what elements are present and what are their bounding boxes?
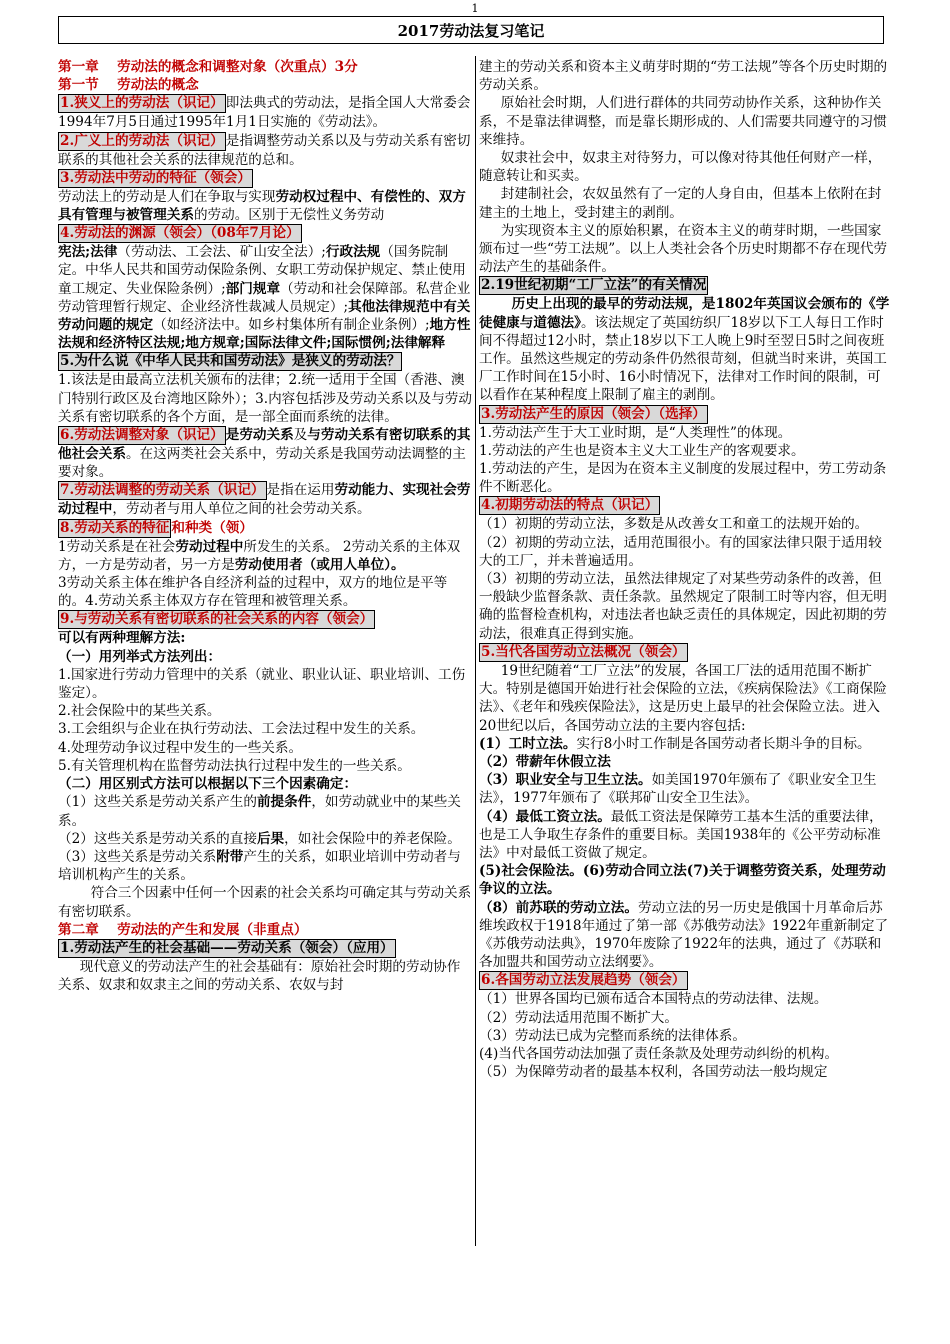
heading-labor-relation: 7.劳动法调整的劳动关系（识记） [60, 482, 265, 499]
column-divider [475, 56, 476, 1246]
related-conclusion: 符合三个因素中任何一个因素的社会关系均可确定其与劳动关系有密切联系。 [58, 885, 472, 920]
list-item: 2.社会保险中的某些关系。 [58, 703, 221, 720]
heading-broad-law: 2.广义上的劳动法（识记） [60, 132, 224, 149]
list-item: 4.处理劳动争议过程中发生的一些关系。 [58, 739, 303, 756]
list-item: (5)社会保险法。(6)劳动合同立法(7)关于调整劳资关系，处理劳动争议的立法。 [479, 863, 886, 898]
paragraph-primitive: 原始社会时期，人们进行群体的共同劳动协作关系，这种协作关系，不是靠法律调整，而是靠长期形成的、人们需要共同遵守的习惯来维持。 [479, 95, 887, 148]
paragraph-labor-features-body: 劳动法上的劳动是人们在争取与实现劳动权过程中、有偿性的、双方具有管理与被管理关系的劳动。区别于无偿性义务劳动 [58, 188, 466, 224]
list-item: (1）工时立法。实行8小时工作制是各国劳动者长期斗争的目标。 [479, 735, 871, 752]
list-item: （1）这些关系是劳动关系产生的前提条件，如劳动就业中的某些关系。 [58, 794, 461, 829]
list-item: 1.国家进行劳动力管理中的关系（就业、职业认证、职业培训、工伤鉴定）。 [58, 666, 466, 702]
heading-narrow-law: 1.狭义上的劳动法（识记） [60, 95, 224, 112]
heading-adjust-object: 6.劳动法调整对象（识记） [60, 427, 224, 444]
list-item: （4）最低工资立法。最低工资法是保障劳工基本生活的重要法律，也是工人争取生存条件的重要目标。美国1938年的《公平劳动标准法》中对最低工资做了规定。 [479, 808, 883, 861]
list-item: （1）世界各国均已颁布适合本国特点的劳动法律、法规。 [479, 991, 828, 1008]
list-item: （8）前苏联的劳动立法。劳动立法的另一历史是俄国十月革命后苏维埃政权于1918年通过了第一部《苏俄劳动法》1922年重新制定了《苏俄劳动法典》，1970年废除了1922年的法典，通过了《苏联和各加盟共和国劳动立法纲要》。 [479, 899, 889, 971]
heading-contemporary: 5.当代各国劳动立法概况（领会） [481, 643, 686, 660]
paragraph-slavery: 奴隶社会中，奴隶主对待努力，可以像对待其他任何财产一样，随意转让和买卖。 [479, 150, 882, 185]
paragraph-why-narrow: 1.该法是由最高立法机关颁布的法律；2.统一适用于全国（香港、澳门特别行政区及台湾地区除外）；3.内容包括涉及劳动关系以及与劳动关系有密切联系的各个方面，是一部全面而系统的法律。 [58, 372, 472, 425]
page-title: 2017劳动法复习笔记 [58, 16, 884, 44]
list-item: （5）为保障劳动者的最基本权利，各国劳动法一般均规定 [479, 1064, 828, 1081]
paragraph-labor-features [58, 169, 472, 188]
heading-why-narrow: 5.为什么说《中华人民共和国劳动法》是狭义的劳动法？ [60, 353, 401, 370]
list-item: 5.有关管理机构在监督劳动法执行过程中发生的一些关系。 [58, 757, 411, 774]
list-item: （3）职业安全与卫生立法。如美国1970年颁布了《职业安全卫生法》，1977年颁布了《联邦矿山安全卫生法》。 [479, 772, 877, 807]
paragraph-feudal: 封建制社会，农奴虽然有了一定的人身自由，但基本上依附在封建主的土地上，受封建主的剥削。 [479, 186, 882, 221]
paragraph-law-sources: 宪法;法律（劳动法、工会法、矿山安全法）;行政法规（国务院制定。中华人民共和国劳动保险条例、女职工劳动保护规定、禁止使用童工规定、失业保险条例）;部门规章（劳动和社会保障部。私营企业劳动管理暂行规定、企业经济性裁减人员规定）;其他法律规范中有关劳动问题的规定（如经济法中。如乡村集体所有制企业条例）;地方性法规和经济特区法规;地方规章;国际法律文件;国际惯例;法律解释 [58, 244, 471, 352]
list-item: 1.劳动法的产生，是因为在资本主义制度的发展过程中，劳工劳动条件不断恶化。 [479, 461, 887, 496]
heading-law-sources: 4.劳动法的渊源（领会）（08年7月论） [60, 225, 300, 242]
list-item: （2）初期的劳动立法，适用范围很小。有的国家法律只限于适用较大的工厂，并未普遍适用。 [479, 534, 882, 569]
paragraph-relation-features-2: 3劳动关系主体在维护各自经济利益的过程中，双方的地位是平等的。4.劳动关系主体双方存在管理和被管理关系。 [58, 575, 448, 610]
paragraph-labor-relation: 7.劳动法调整的劳动关系（识记） 是指在运用劳动能力、实现社会劳动过程中，劳动者与用人单位之间的社会劳动关系。 [58, 482, 471, 518]
list-item: （2）带薪年休假立法 [479, 753, 611, 770]
paragraph-broad-law: 2.广义上的劳动法（识记） 是指调整劳动关系以及与劳动关系有密切联系的其他社会关系的法律规范的总和。 [58, 132, 471, 168]
left-column: 第一章 劳动法的概念和调整对象（次重点）3分 第一节 劳动法的概念 1.狭义上的劳动法（识记） 即法典式的劳动法，是指全国人大常委会1994年7月5日通过1995年1月1日实施的《劳动法》。 2.广义上的劳动法（识记） 是指调整劳动关系以及与劳动关系有密切联系的其他社会关系的法律规范的总和。 3.劳动法中劳动的特征（领会） 劳动法上的劳动是人们在争取与实现劳动权过程中、有偿性的、双方具有管理与被管理关系的劳动。区别于无偿性义务劳动 4.劳动法的渊源（领会）（08年7月论） 宪法;法律（劳动法、工会法、矿山安全法）;行政法规（国务院制定。中华人民共和国劳动保险条例、女职工劳动保护规定、禁止使用童工规定、失业保险条例）;部门规章（劳动和社会保障部。私营企业劳动管理暂行规定、企业经济性裁减人员规定）;其他法律规范中有关劳动问题的规定（如经济法中。如乡村集体所有制企业条例）;地方性法规和经济特区法规;地方规章;国际法律文件;国际惯例;法律解释 5.为什么说《中华人民共和国劳动法》是狭义的劳动法？ 1.该法是由最高立法机关颁布的法律；2.统一适用于全国（香港、澳门特别行政区及台湾地区除外）；3.内容包括涉及劳动关系以及与劳动关系有密切联系的各个方面，是一部全面而系统的法律。 6.劳动法调整对象（识记） 是劳动关系及与劳动关系有密切联系的其他社会关系。在这两类社会关系中，劳动关系是我国劳动法调整的主要对象。 7.劳动法调整的劳动关系（识记） 是指在运用劳动能力、实现社会劳动过程中，劳动者与用人单位之间的社会劳动关系。 8.劳动关系的特征 和种类（领） 1劳动关系是在社会劳动过程中所发生的关系。 2劳动关系的主体双方，一方是劳动者，另一方是劳动使用者（或用人单位）。 3劳动关系主体在维护各自经济利益的过程中，双方的地位是平等的。4.劳动关系主体双方存在管理和被管理关系。 9.与劳动关系有密切联系的社会关系的内容（领会） 可以有两种理解方法: （一）用列举式方法列出： 1.国家进行劳动力管理中的关系（就业、职业认证、职业培训、工伤鉴定）。 2.社会保险中的某些关系。 3.工会组织与企业在执行劳动法、工会法过程中发生的关系。 4.处理劳动争议过程中发生的一些关系。 5.有关管理机构在监督劳动法执行过程中发生的一些关系。 （二）用区别式方法可以根据以下三个因素确定： （1）这些关系是劳动关系产生的前提条件，如劳动就业中的某些关系。 （2）这些关系是劳动关系的直接后果，如社会保险中的养老保险。 （3）这些关系是劳动关系附带产生的关系，如职业培训中劳动者与培训机构产生的关系。 符合三个因素中任何一个因素的社会关系均可确定其与劳动关系有密切联系。 第二章 劳动法的产生和发展（非重点） 1.劳动法产生的社会基础——劳动关系（领会）（应用） 现代意义的劳动法产生的社会基础有：原始社会时期的劳动协作关系、奴隶和奴隶主之间的劳动关系、农奴与封 [58, 59, 472, 994]
heading-early-features: 4.初期劳动法的特点（识记） [481, 497, 659, 514]
paragraph-continued: 建主的劳动关系和资本主义萌芽时期的“劳工法规”等各个历史时期的劳动关系。 [479, 59, 888, 94]
heading-labor-features: 3.劳动法中劳动的特征（领会） [60, 169, 251, 186]
heading-trends: 6.各国劳动立法发展趋势（领会） [481, 972, 686, 989]
method-1-heading: （一）用列举式方法列出： [58, 648, 222, 665]
list-item: （3）劳动法已成为完整而系统的法律体系。 [479, 1027, 746, 1044]
paragraph-contemporary: 19世纪随着“工厂立法”的发展，各国工厂法的适用范围不断扩大。特别是德国开始进行社会保险的立法，《疾病保险法》《工商保险法》、《老年和残疾保险法》，这是历史上最早的社会保险立法。进入20世纪以后，各国劳动立法的主要内容包括: [479, 662, 887, 734]
paragraph-social-basis: 现代意义的劳动法产生的社会基础有：原始社会时期的劳动协作关系、奴隶和奴隶主之间的劳动关系、农奴与封 [58, 958, 461, 994]
section-1-heading: 第一节 劳动法的概念 [58, 77, 199, 94]
list-item: 3.工会组织与企业在执行劳动法、工会法过程中发生的关系。 [58, 721, 425, 738]
list-item: （2）劳动法适用范围不断扩大。 [479, 1009, 678, 1026]
list-item: (4)当代各国劳动法加强了责任条款及处理劳动纠纷的机构。 [479, 1045, 839, 1062]
list-item: （1）初期的劳动立法，多数是从改善女工和童工的法规开始的。 [479, 516, 869, 533]
right-column [479, 58, 893, 1081]
list-item: （2）这些关系是劳动关系的直接后果，如社会保险中的养老保险。 [58, 830, 461, 847]
list-item: 1.劳动法的产生也是资本主义大工业生产的客观要求。 [479, 442, 805, 459]
chapter-1-heading: 第一章 劳动法的概念和调整对象（次重点）3分 [58, 59, 358, 75]
page-number: 1 [471, 2, 479, 15]
paragraph-relation-features-1: 1劳动关系是在社会劳动过程中所发生的关系。 2劳动关系的主体双方，一方是劳动者，另一方是劳动使用者（或用人单位）。 [58, 538, 461, 573]
chapter-2-heading: 第二章 劳动法的产生和发展（非重点） [58, 921, 308, 938]
heading-factory-legislation: 2.19世纪初期“工厂立法”的有关情况 [481, 277, 707, 294]
list-item: 1.劳动法产生于大工业时期，是“人类理性”的体现。 [479, 424, 792, 441]
list-item: （3）这些关系是劳动关系附带产生的关系，如职业培训中劳动者与培训机构产生的关系。 [58, 848, 461, 884]
method-2-heading: （二）用区别式方法可以根据以下三个因素确定： [58, 776, 358, 793]
heading-law-origin: 3.劳动法产生的原因（领会）（选择） [481, 405, 706, 422]
paragraph-factory-legislation: 历史上出现的最早的劳动法规，是1802年英国议会颁布的《学徒健康与道德法》。该法规定了英国纺织厂18岁以下工人每日工作时间不得超过12小时，禁止18岁以下工人晚上9时至翌日5时之间夜班工作。虽然这些规定的劳动条件仍然很苛刻，但就当时来讲，英国工厂工作时间在15小时、16小时情况下，法律对工作时间的限制，可以看作在某种程度上限制了雇主的剥削。 [479, 296, 890, 404]
heading-relation-features: 8.劳动关系的特征 [60, 519, 170, 536]
heading-social-basis: 1.劳动法产生的社会基础——劳动关系（领会）（应用） [60, 939, 394, 956]
paragraph-adjust-object: 6.劳动法调整对象（识记） 是劳动关系及与劳动关系有密切联系的其他社会关系。在这两类社会关系中，劳动关系是我国劳动法调整的主要对象。 [58, 427, 471, 481]
paragraph-capitalism: 为实现资本主义的原始积累，在资本主义的萌芽时期，一些国家颁布过一些“劳工法规”。以上人类社会各个历史时期都不存在现代劳动法产生的基础条件。 [479, 222, 888, 276]
list-item: （3）初期的劳动立法，虽然法律规定了对某些劳动条件的改善，但一般缺少监督条款、责任条款。虽然规定了限制工时等内容，但无明确的监督检查机构，对违法者也缺乏责任的具体规定，因此初期的劳动法，很难真正得到实施。 [479, 571, 887, 642]
related-intro: 可以有两种理解方法: [58, 630, 186, 647]
paragraph-narrow-law: 1.狭义上的劳动法（识记） 即法典式的劳动法，是指全国人大常委会1994年7月5日通过1995年1月1日实施的《劳动法》。 [58, 95, 471, 131]
heading-related-relations: 9.与劳动关系有密切联系的社会关系的内容（领会） [60, 611, 374, 628]
